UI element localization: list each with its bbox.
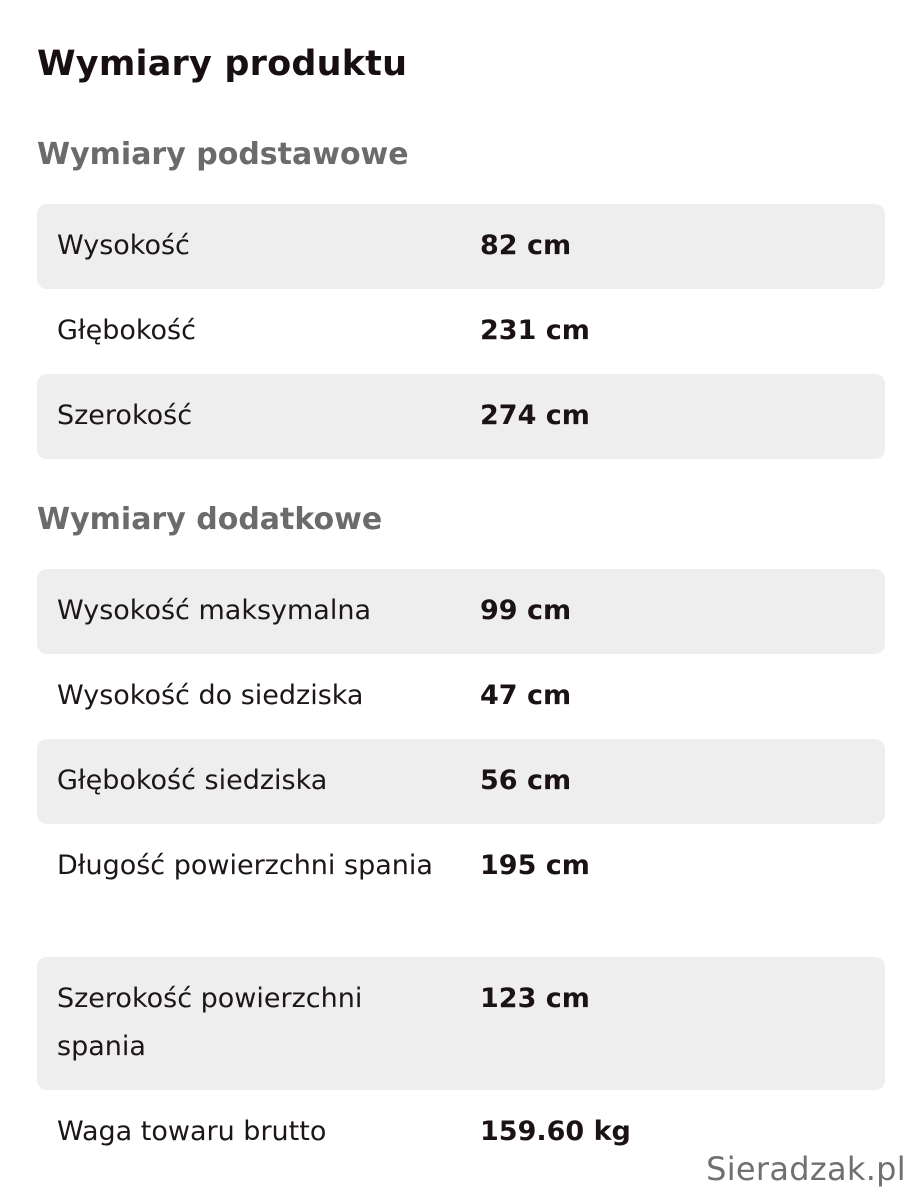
spec-label: Głębokość — [57, 315, 196, 346]
spec-row-max-height — [37, 569, 885, 654]
spec-row-sleeping-length — [37, 824, 885, 957]
spec-value: 47 cm — [480, 680, 572, 711]
section-title-additional: Wymiary dodatkowe — [37, 502, 383, 537]
watermark: Sieradzak.pl — [706, 1150, 906, 1188]
spec-value: 82 cm — [480, 230, 572, 261]
spec-value: 231 cm — [480, 315, 590, 346]
spec-row-depth — [37, 289, 885, 374]
spec-value: 159.60 kg — [480, 1116, 631, 1147]
spec-label: Szerokość powierzchni spania — [57, 983, 363, 1062]
basic-dimensions-table — [37, 204, 885, 459]
page-title: Wymiary produktu — [37, 44, 408, 84]
spec-value: 274 cm — [480, 400, 590, 431]
spec-label: Waga towaru brutto — [57, 1116, 327, 1147]
spec-value: 56 cm — [480, 765, 572, 796]
spec-value: 99 cm — [480, 595, 572, 626]
spec-row-sleeping-width — [37, 957, 885, 1090]
spec-value: 195 cm — [480, 850, 590, 881]
spec-label: Długość powierzchni spania — [57, 850, 433, 881]
additional-dimensions-table — [37, 569, 885, 1175]
spec-label: Głębokość siedziska — [57, 765, 328, 796]
spec-row-seat-depth — [37, 739, 885, 824]
spec-label: Wysokość — [57, 230, 190, 261]
spec-row-width — [37, 374, 885, 459]
spec-row-height — [37, 204, 885, 289]
spec-row-seat-height — [37, 654, 885, 739]
spec-value: 123 cm — [480, 983, 590, 1014]
spec-label: Wysokość maksymalna — [57, 595, 372, 626]
spec-label: Wysokość do siedziska — [57, 680, 364, 711]
spec-label: Szerokość — [57, 400, 193, 431]
section-title-basic: Wymiary podstawowe — [37, 137, 409, 172]
